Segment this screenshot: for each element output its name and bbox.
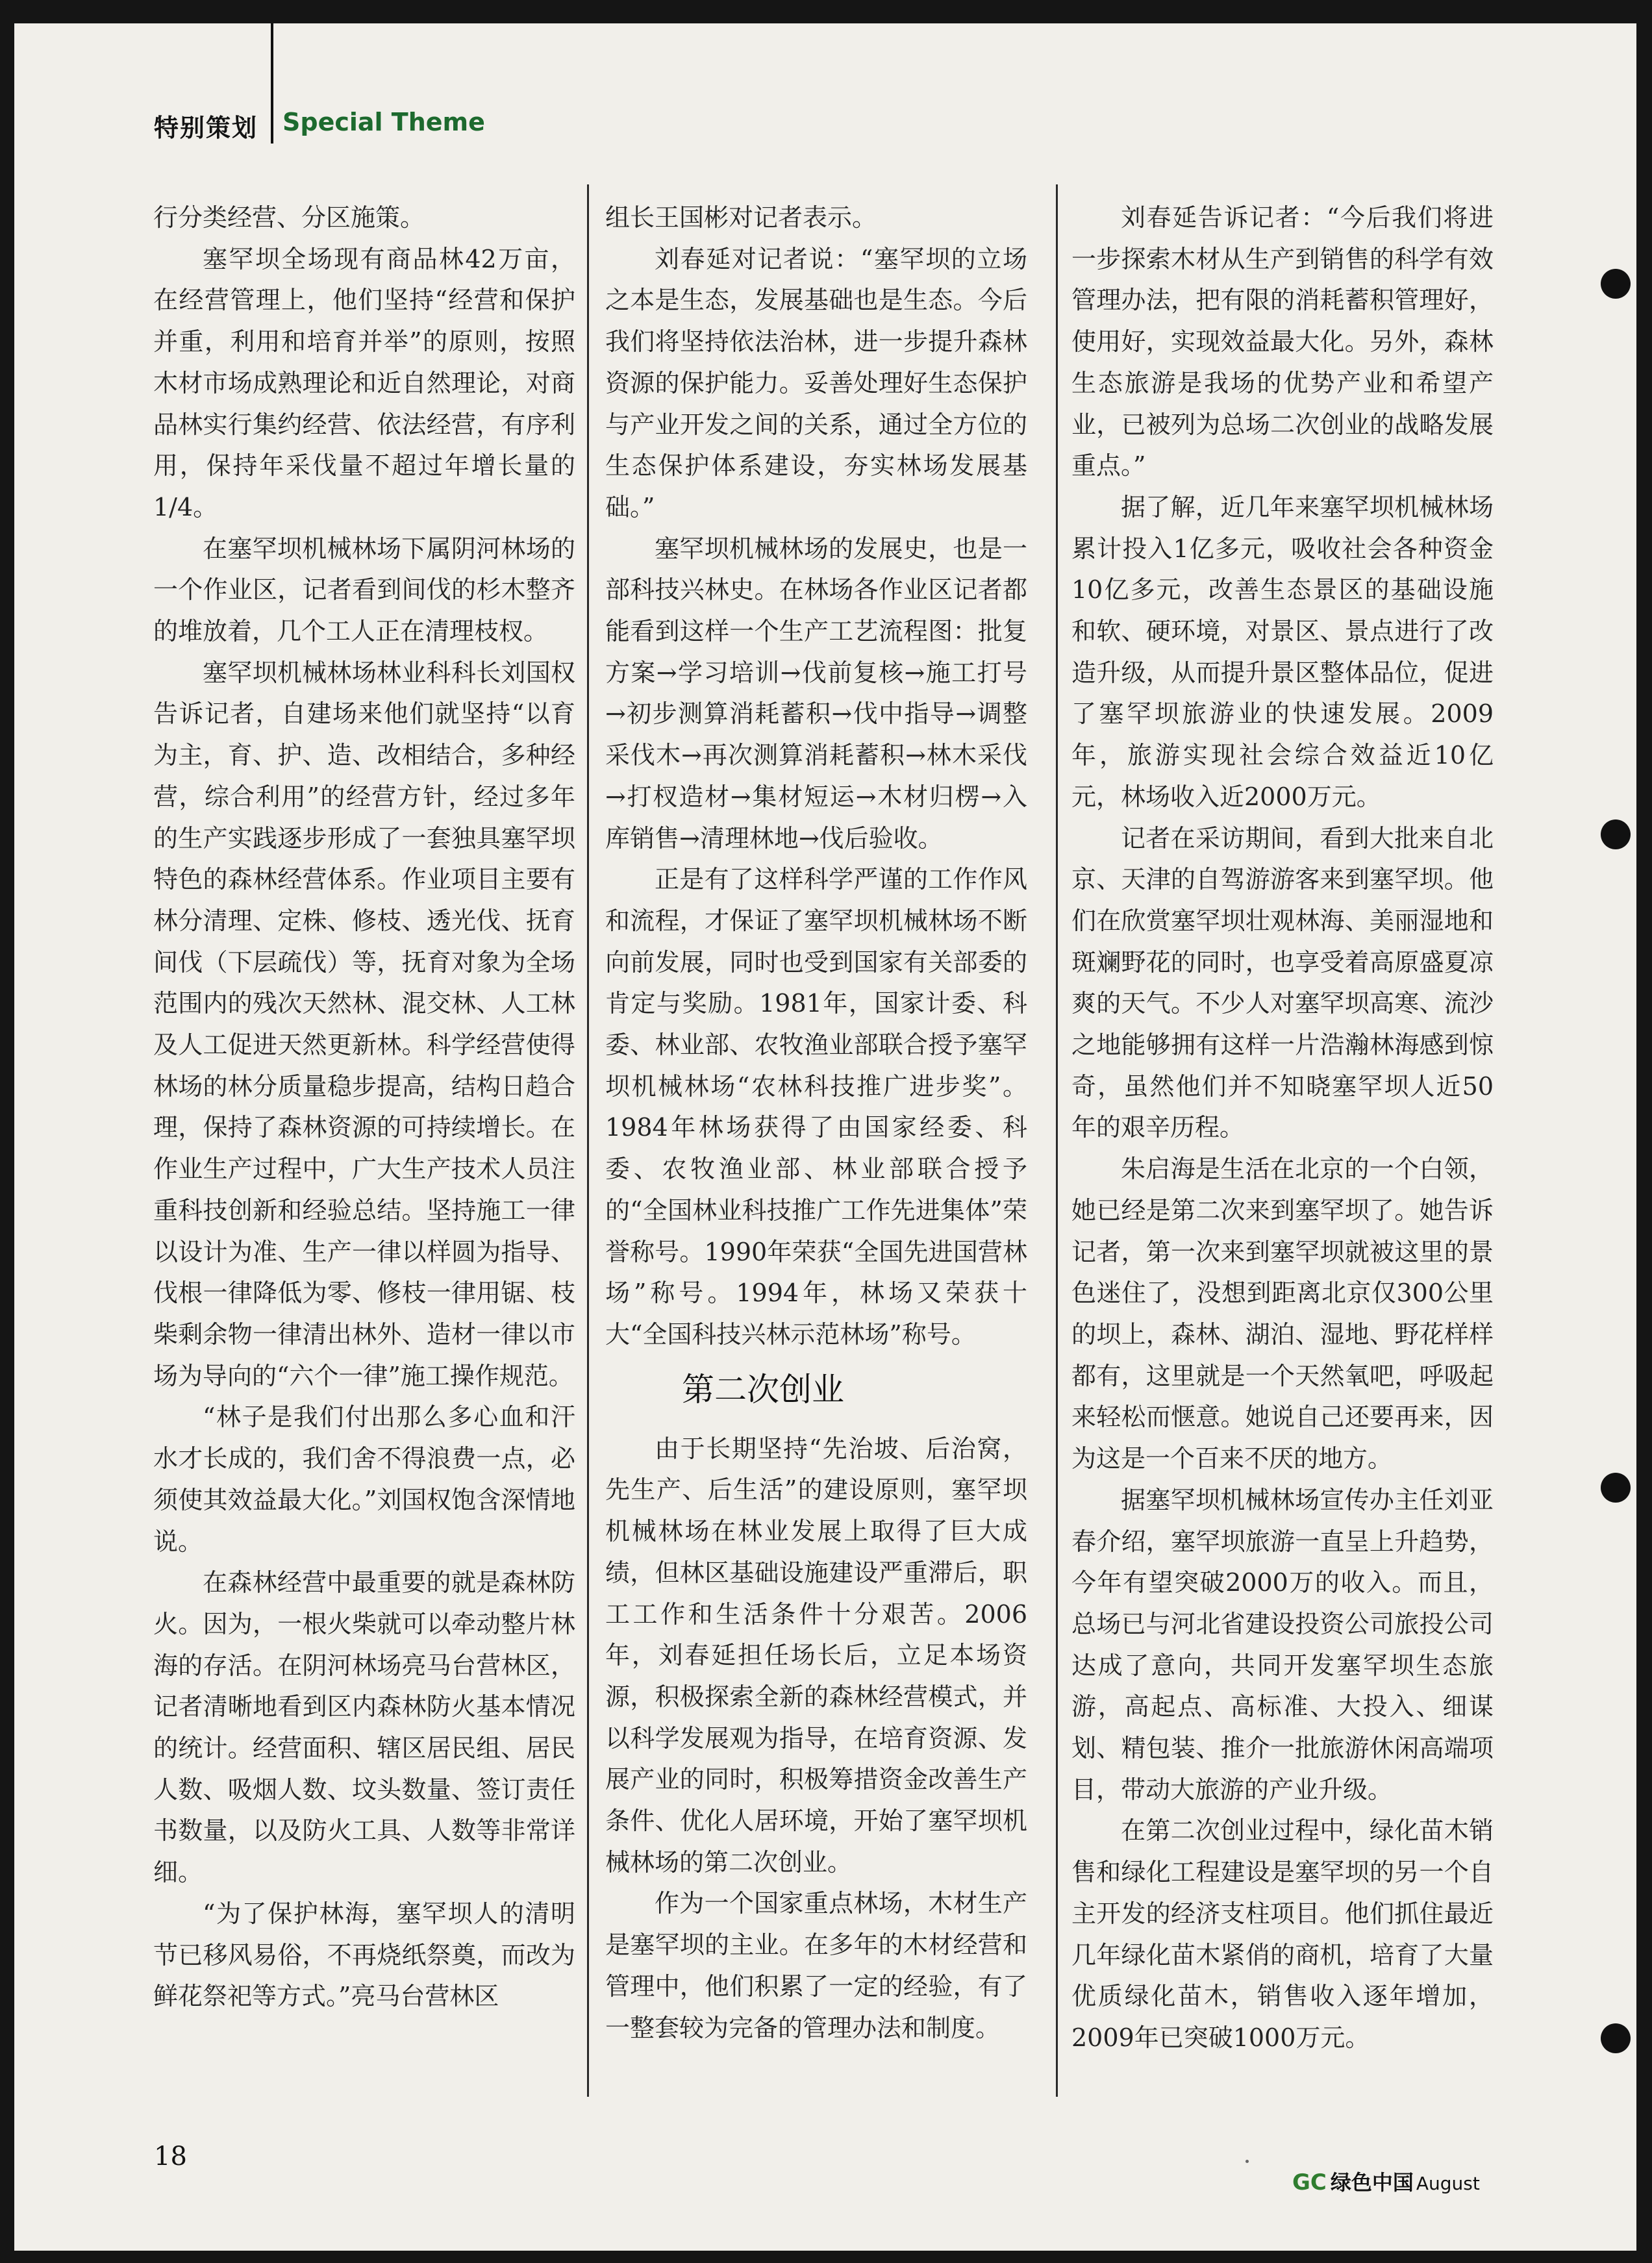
page-number: 18 bbox=[154, 2142, 187, 2171]
page-header bbox=[14, 23, 1636, 142]
column-1 bbox=[153, 197, 575, 2018]
column-3 bbox=[1071, 197, 1494, 2059]
paragraph: 朱启海是生活在北京的一个白领，她已经是第二次来到塞罕坝了。她告诉记者，第一次来到塞罕坝就被这里的景色迷住了，没想到距离北京仅300公里的坝上，森林、湖泊、湿地、野花样样都有，这里就是一个天然氧吧，呼吸起来轻松而惬意。她说自己还要再来，因为这是一个百来不厌的地方。 bbox=[1071, 1155, 1494, 1473]
paragraph: 组长王国彬对记者表示。 bbox=[605, 203, 877, 232]
print-speck bbox=[1245, 2160, 1249, 2163]
paragraph: 塞罕坝机械林场林业科科长刘国权告诉记者，自建场来他们就坚持“以育为主，育、护、造、改相结合，多种经营，综合利用”的经营方针，经过多年的生产实践逐步形成了一套独具塞罕坝特色的森林经营体系。作业项目主要有林分清理、定株、修枝、透光伐、抚育间伐（下层疏伐）等，抚育对象为全场范围内的残次天然林、混交林、人工林及人工促进天然更新林。科学经营使得林场的林分质量稳步提高，结构日趋合理，保持了森林资源的可持续增长。在作业生产过程中，广大生产技术人员注重科技创新和经验总结。坚持施工一律以设计为准、生产一律以样圆为指导、伐根一律降低为零、修枝一律用锯、枝柴剩余物一律清出林外、造材一律以市场为导向的“六个一律”施工操作规范。 bbox=[153, 658, 575, 1390]
paragraph: 行分类经营、分区施策。 bbox=[153, 203, 425, 232]
binder-hole bbox=[1601, 1473, 1631, 1503]
paragraph: 据了解，近几年来塞罕坝机械林场累计投入1亿多元，吸收社会各种资金10亿多元，改善生态景区的基础设施和软、硬环境，对景区、景点进行了改造升级，从而提升景区整体品位，促进了塞罕坝旅游业的快速发展。2009年，旅游实现社会综合效益近10亿元，林场收入近2000万元。 bbox=[1071, 492, 1494, 811]
section-title-en: Special Theme bbox=[282, 108, 485, 136]
column-rule-1 bbox=[587, 184, 589, 2097]
paragraph: 在森林经营中最重要的就是森林防火。因为，一根火柴就可以牵动整片林海的存活。在阴河林场亮马台营林区，记者清晰地看到区内森林防火基本情况的统计。经营面积、辖区居民组、居民人数、吸烟人数、坟头数量、签订责任书数量，以及防火工具、人数等非常详细。 bbox=[153, 1568, 575, 1887]
paragraph: 正是有了这样科学严谨的工作作风和流程，才保证了塞罕坝机械林场不断向前发展，同时也受到国家有关部委的肯定与奖励。1981年，国家计委、科委、林业部、农牧渔业部联合授予塞罕坝机械林场“农林科技推广进步奖”。1984年林场获得了由国家经委、科委、农牧渔业部、林业部联合授予的“全国林业科技推广工作先进集体”荣誉称号。1990年荣获“全国先进国营林场”称号。1994年，林场又荣获十大“全国科技兴林示范林场”称号。 bbox=[605, 865, 1027, 1349]
section-heading: 第二次创业 bbox=[682, 1370, 844, 1408]
column-rule-2 bbox=[1056, 184, 1058, 2097]
binder-hole bbox=[1601, 269, 1631, 299]
paragraph: 塞罕坝全场现有商品林42万亩，在经营管理上，他们坚持“经营和保护并重，利用和培育并举”的原则，按照木材市场成熟理论和近自然理论，对商品林实行集约经营、依法经营，有序利用，保持年采伐量不超过年增长量的1/4。 bbox=[153, 244, 575, 521]
paragraph: 在第二次创业过程中，绿化苗木销售和绿化工程建设是塞罕坝的另一个自主开发的经济支柱项目。他们抓住最近几年绿化苗木紧俏的商机，培育了大量优质绿化苗木，销售收入逐年增加，2009年已突破1000万元。 bbox=[1071, 1816, 1494, 2052]
binder-hole bbox=[1601, 819, 1631, 849]
paragraph: 在塞罕坝机械林场下属阴河林场的一个作业区，记者看到间伐的杉木整齐的堆放着，几个工人正在清理枝杈。 bbox=[153, 534, 575, 646]
paragraph: 刘春延告诉记者：“今后我们将进一步探索木材从生产到销售的科学有效管理办法，把有限的消耗蓄积管理好，使用好，实现效益最大化。另外，森林生态旅游是我场的优势产业和希望产业，已被列为总场二次创业的战略发展重点。” bbox=[1071, 203, 1494, 481]
paragraph: 作为一个国家重点林场，木材生产是塞罕坝的主业。在多年的木材经营和管理中，他们积累了一定的经验，有了一整套较为完备的管理办法和制度。 bbox=[605, 1889, 1027, 2042]
magazine-page bbox=[14, 23, 1636, 2251]
binder-hole bbox=[1601, 2023, 1631, 2053]
paragraph: 塞罕坝机械林场的发展史，也是一部科技兴林史。在林场各作业区记者都能看到这样一个生产工艺流程图：批复方案→学习培训→伐前复核→施工打号→初步测算消耗蓄积→伐中指导→调整采伐木→再次测算消耗蓄积→林木采伐→打杈造材→集材短运→木材归楞→入库销售→清理林地→伐后验收。 bbox=[605, 534, 1027, 853]
section-title-cn: 特别策划 bbox=[154, 114, 258, 142]
paragraph: “林子是我们付出那么多心血和汗水才长成的，我们舍不得浪费一点，必须使其效益最大化。”刘国权饱含深情地说。 bbox=[153, 1403, 575, 1556]
column-2 bbox=[605, 197, 1027, 2049]
paragraph: “为了保护林海，塞罕坝人的清明节已移风易俗，不再烧纸祭奠，而改为鲜花祭祀等方式。”亮马台营林区 bbox=[153, 1899, 575, 2011]
paragraph: 刘春延对记者说：“塞罕坝的立场之本是生态，发展基础也是生态。今后我们将坚持依法治林，进一步提升森林资源的保护能力。妥善处理好生态保护与产业开发之间的关系，通过全方位的生态保护体系建设，夯实林场发展基础。” bbox=[605, 244, 1027, 521]
paragraph: 由于长期坚持“先治坡、后治窝，先生产、后生活”的建设原则，塞罕坝机械林场在林业发展上取得了巨大成绩，但林区基础设施建设严重滞后，职工工作和生活条件十分艰苦。2006年，刘春延担任场长后，立足本场资源，积极探索全新的森林经营模式，并以科学发展观为指导，在培育资源、发展产业的同时，积极筹措资金改善生产条件、优化人居环境，开始了塞罕坝机械林场的第二次创业。 bbox=[605, 1434, 1027, 1877]
footer-brand bbox=[1292, 2166, 1480, 2196]
paragraph: 据塞罕坝机械林场宣传办主任刘亚春介绍，塞罕坝旅游一直呈上升趋势，今年有望突破2000万的收入。而且，总场已与河北省建设投资公司旅投公司达成了意向，共同开发塞罕坝生态旅游，高起点、高标准、大投入、细谋划、精包装、推介一批旅游休闲高端项目，带动大旅游的产业升级。 bbox=[1071, 1485, 1494, 1804]
brand-name: 绿色中国 bbox=[1330, 2170, 1414, 2195]
header-divider bbox=[271, 23, 273, 144]
issue-month: August bbox=[1416, 2173, 1480, 2194]
brand-logo-icon: GC bbox=[1292, 2169, 1327, 2195]
paragraph: 记者在采访期间，看到大批来自北京、天津的自驾游游客来到塞罕坝。他们在欣赏塞罕坝壮观林海、美丽湿地和斑斓野花的同时，也享受着高原盛夏凉爽的天气。不少人对塞罕坝高寒、流沙之地能够拥有这样一片浩瀚林海感到惊奇，虽然他们并不知晓塞罕坝人近50年的艰辛历程。 bbox=[1071, 823, 1494, 1142]
